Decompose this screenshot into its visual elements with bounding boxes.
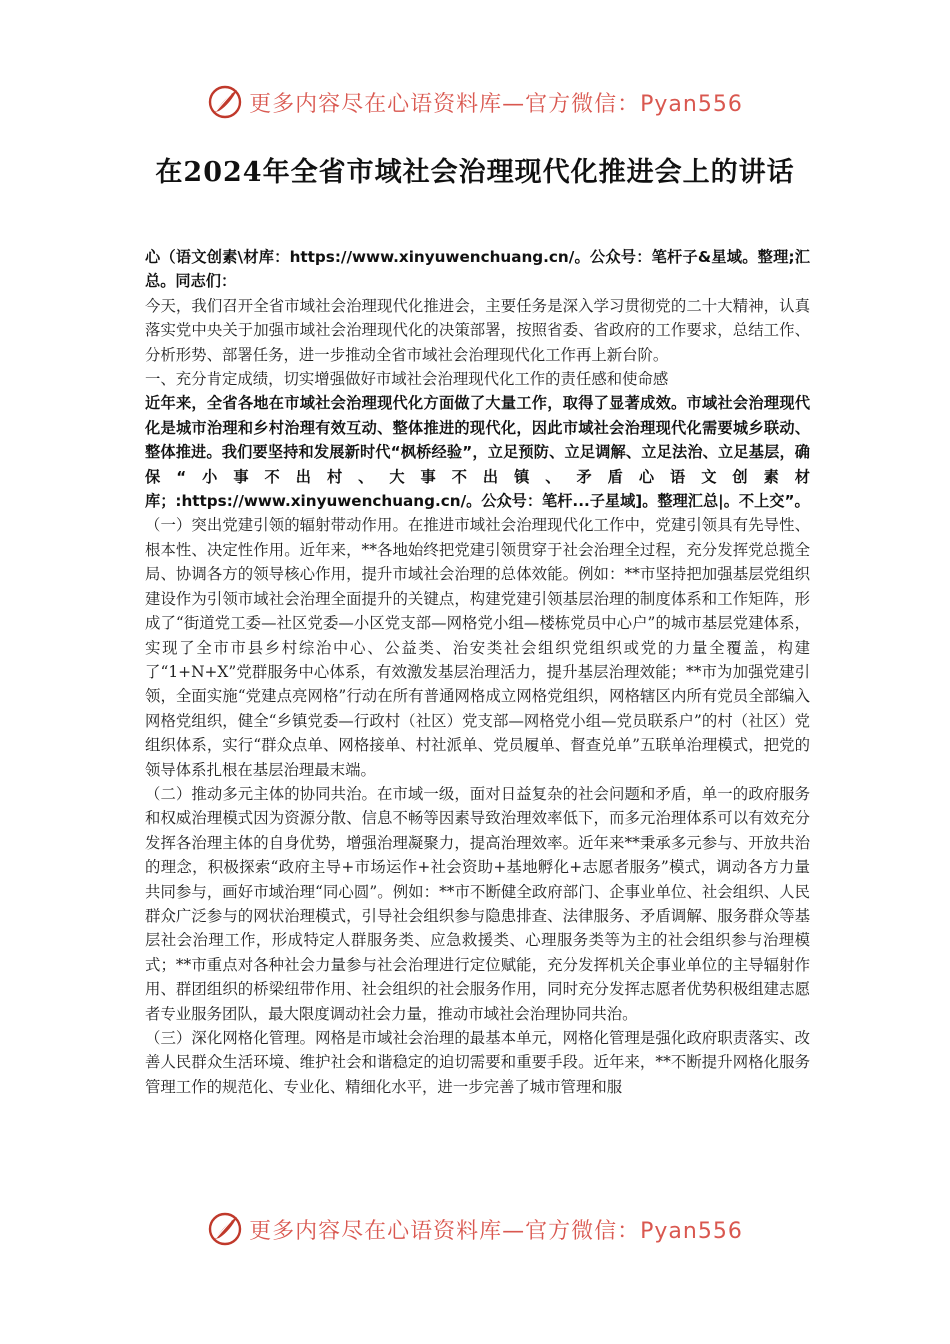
paragraph: （一）突出党建引领的辐射带动作用。在推进市域社会治理现代化工作中，党建引领具有先导性、根本性、决定性作用。近年来，**各地始终把党建引领贯穿于社会治理全过程，充分发挥党总揽全局、协调各方的领导核心作用，提升市域社会治理的总体效能。例如：**市坚持把加强基层党组织建设作为引领市域社会治理全面提升的关键点，构建党建引领基层治理的制度体系和工作矩阵，形成了“街道党工委—社区党委—小区党支部—网格党小组—楼栋党员中心户”的城市基层党建体系，实现了全市市县乡村综治中心、公益类、治安类社会组织党组织或党的力量全覆盖，构建了“1+N+X”党群服务中心体系，有效激发基层治理活力，提升基层治理效能；**市为加强党建引领，全面实施“党建点亮网格”行动在所有普通网格成立网格党组织，网格辖区内所有党员全部编入网格党组织，健全“乡镇党委—行政村（社区）党支部—网格党小组—党员联系户”的村（社区）党组织体系，实行“群众点单、网格接单、村社派单、党员履单、督查兑单”五联单治理模式，把党的领导体系扎根在基层治理最末端。 — [145, 516, 810, 779]
header-watermark-banner — [0, 82, 950, 122]
footer-watermark-banner — [0, 1209, 950, 1249]
section-heading: 一、充分肯定成绩，切实增强做好市域社会治理现代化工作的责任感和使命感 — [145, 370, 669, 389]
paragraph: （三）深化网格化管理。网格是市域社会治理的最基本单元，网格化管理是强化政府职责落实、改善人民群众生活环境、维护社会和谐稳定的迫切需要和重要手段。近年来，**不断提升网格化服务管理工作的规范化、专业化、精细化水平，进一步完善了城市管理和服 — [145, 1029, 810, 1096]
feather-pen-circle-icon — [207, 1211, 243, 1247]
paragraph: 今天，我们召开全省市域社会治理现代化推进会，主要任务是深入学习贯彻党的二十大精神，认真落实党中央关于加强市域社会治理现代化的决策部署，按照省委、省政府的工作要求，总结工作、分析形势、部署任务，进一步推动全省市域社会治理现代化工作再上新台阶。 — [145, 296, 810, 364]
watermark-text: 更多内容尽在心语资料库—官方微信：Pyan556 — [249, 91, 743, 117]
feather-pen-circle-icon — [207, 84, 243, 120]
paragraph: 近年来，全省各地在市域社会治理现代化方面做了大量工作，取得了显著成效。市域社会治理现代化是城市治理和乡村治理有效互动、整体推进的现代化，因此市域社会治理现代化需要城乡联动、整体推进。我们要坚持和发展新时代“枫桥经验”，立足预防、立足调解、立足法治、立足基层，确保“小事不出村、大事不出镇、矛盾心语文创素材库；:https://www.xinyuwenchuang.cn/。公众号：笔杆...子星域]。整理汇总|。不上交”。 — [145, 394, 810, 511]
watermark-text: 更多内容尽在心语资料库—官方微信：Pyan556 — [249, 1218, 743, 1244]
paragraph: （二）推动多元主体的协同共治。在市域一级，面对日益复杂的社会问题和矛盾，单一的政府服务和权威治理模式因为资源分散、信息不畅等因素导致治理效率低下，而多元治理体系可以有效充分发挥各治理主体的自身优势，增强治理凝聚力，提高治理效率。近年来**秉承多元参与、开放共治的理念，积极探索“政府主导+市场运作+社会资助+基地孵化+志愿者服务”模式，调动各方力量共同参与，画好市域治理“同心圆”。例如：**市不断健全政府部门、企事业单位、社会组织、人民群众广泛参与的网状治理模式，引导社会组织参与隐患排查、法律服务、矛盾调解、服务群众等基层社会治理工作，形成特定人群服务类、应急救援类、心理服务类等为主的社会组织参与治理模式；**市重点对各种社会力量参与社会治理进行定位赋能，充分发挥机关企事业单位的主导辐射作用、群团组织的桥梁纽带作用、社会组织的社会服务作用，同时充分发挥志愿者优势积极组建志愿者专业服务团队，最大限度调动社会力量，推动市域社会治理协同共治。 — [145, 784, 810, 1023]
document-title: 在2024年全省市域社会治理现代化推进会上的讲话 — [155, 157, 795, 188]
paragraph: 心（语文创素\材库：https://www.xinyuwenchuang.cn/。公众号：笔杆子&星域。整理;汇总。同志们： — [145, 248, 810, 291]
document-body — [145, 245, 810, 1099]
